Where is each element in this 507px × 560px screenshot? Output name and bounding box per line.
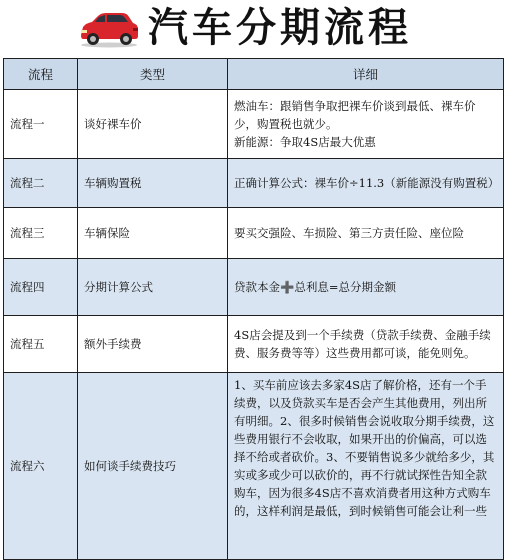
- column-header-step: 流程: [4, 59, 78, 90]
- step-cell: 流程二: [4, 159, 78, 208]
- step-cell: 流程六: [4, 373, 78, 560]
- table-row: [4, 259, 504, 316]
- detail-cell: 贷款本金➕总利息=总分期金额: [228, 259, 504, 316]
- type-cell: 谈好裸车价: [78, 90, 228, 159]
- table-header-row: [4, 59, 504, 90]
- detail-cell: 要买交强险、车损险、第三方责任险、座位险: [228, 208, 504, 259]
- type-cell: 如何谈手续费技巧: [78, 373, 228, 560]
- header: [0, 0, 507, 56]
- detail-cell: 1、买车前应该去多家4S店了解价格，还有一个手续费，以及贷款买车是否会产生其他费用，列出所有明细。2、很多时候销售会说收取分期手续费，这些费用银行不会收取，如果开出的价偏高，可以选择不给或者砍价。3、不要销售说多少就给多少，其实或多或少可以砍价的，再不行就试探性告知全款购车，因为很多4S店不喜欢消费者用这种方式购车的，这样利润是最低，到时候销售可能会让利一些: [228, 373, 504, 560]
- detail-cell: [228, 90, 504, 159]
- column-header-detail: 详细: [228, 59, 504, 90]
- installment-table: [3, 58, 504, 560]
- table-row: [4, 373, 504, 560]
- step-cell: 流程一: [4, 90, 78, 159]
- table-row: [4, 159, 504, 208]
- column-header-type: 类型: [78, 59, 228, 90]
- step-cell: 流程三: [4, 208, 78, 259]
- table-row: [4, 316, 504, 373]
- detail-cell: 4S店会提及到一个手续费（贷款手续费、金融手续费、服务费等等）这些费用都可谈，能免则免。: [228, 316, 504, 373]
- type-cell: 车辆购置税: [78, 159, 228, 208]
- page-title: 汽车分期流程: [148, 5, 412, 51]
- step-cell: 流程四: [4, 259, 78, 316]
- detail-line: 燃油车：跟销售争取把裸车价谈到最低、裸车价少，购置税也就少。: [234, 99, 476, 131]
- car-icon: [78, 8, 140, 48]
- step-cell: 流程五: [4, 316, 78, 373]
- type-cell: 车辆保险: [78, 208, 228, 259]
- type-cell: 分期计算公式: [78, 259, 228, 316]
- table-row: [4, 90, 504, 159]
- table-row: [4, 208, 504, 259]
- type-cell: 额外手续费: [78, 316, 228, 373]
- detail-cell: 正确计算公式：裸车价÷11.3（新能源没有购置税）: [228, 159, 504, 208]
- detail-line: 新能源：争取4S店最大优惠: [234, 135, 376, 149]
